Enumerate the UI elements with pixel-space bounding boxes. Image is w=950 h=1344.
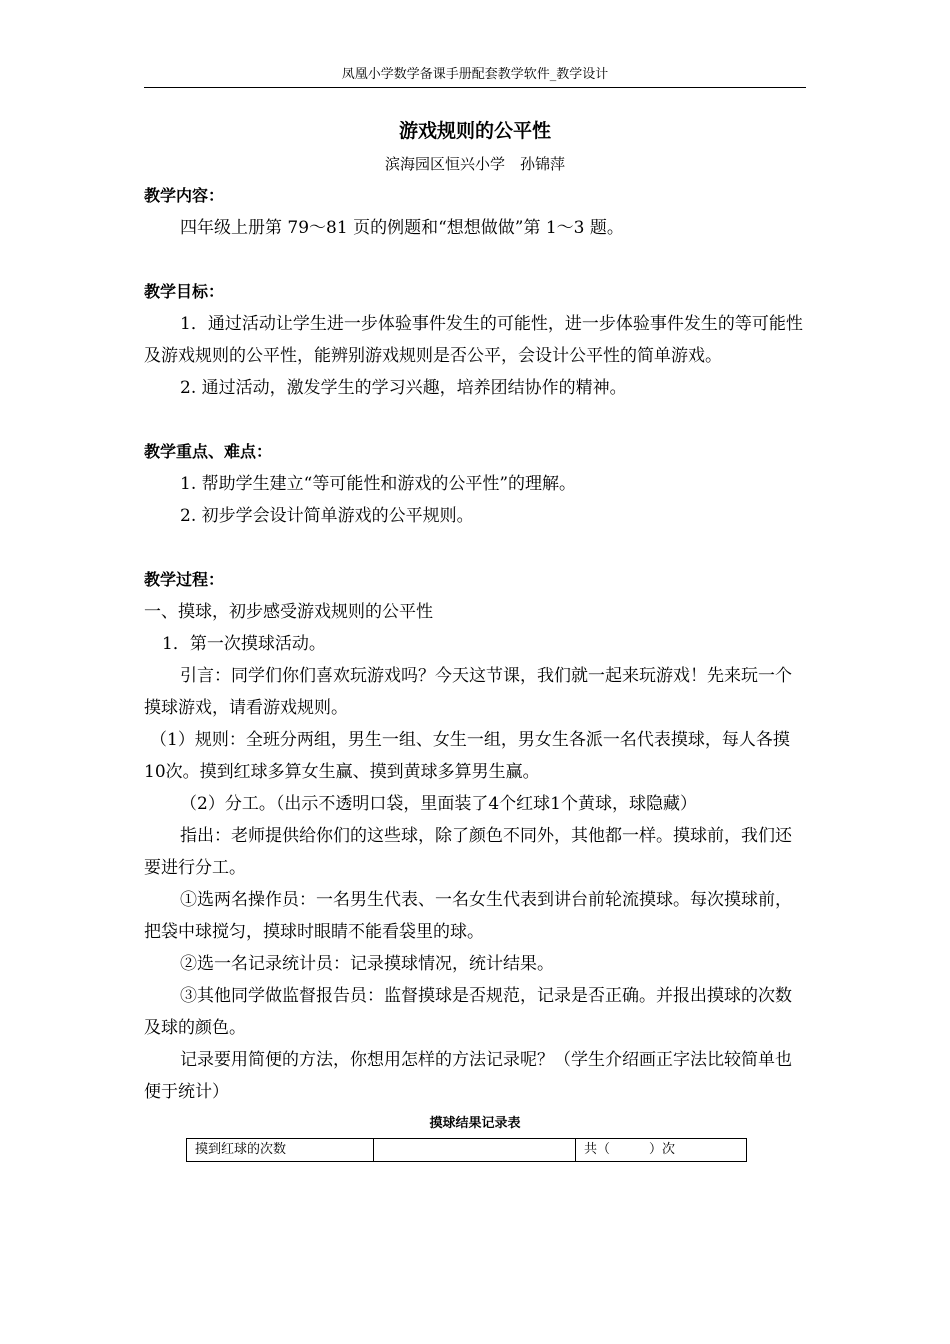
page-header: 凤凰小学数学备课手册配套教学软件_教学设计 [144,66,806,88]
process-role-recorder: ②选一名记录统计员：记录摸球情况，统计结果。 [180,954,554,974]
goal-item-1: 1．通过活动让学生进一步体验事件发生的可能性，进一步体验事件发生的等可能性及游戏规则的公平性，能辨别游戏规则是否公平，会设计公平性的简单游戏。 [144,314,803,366]
heading-teaching-process: 教学过程： [144,570,225,589]
process-section-1: 一、摸球，初步感受游戏规则的公平性 [144,602,433,622]
key-point-2: 2. 初步学会设计简单游戏的公平规则。 [180,506,474,526]
document-title: 游戏规则的公平性 [398,120,551,142]
process-step-1: 1．第一次摸球活动。 [162,634,326,654]
results-table [186,1138,747,1162]
table-row [187,1139,747,1162]
table-cell-total: 共（ ）次 [576,1139,747,1162]
table-caption: 摸球结果记录表 [429,1116,521,1131]
heading-teaching-content: 教学内容： [144,186,225,205]
process-division: （2）分工。（出示不透明口袋，里面装了4个红球1个黄球，球隐藏） [180,794,697,814]
document-body [144,180,806,1162]
process-intro: 引言：同学们你们喜欢玩游戏吗？今天这节课，我们就一起来玩游戏！先来玩一个摸球游戏，请看游戏规则。 [144,666,792,718]
goal-item-2: 2. 通过活动，激发学生的学习兴趣，培养团结协作的精神。 [180,378,627,398]
table-cell-label: 摸到红球的次数 [187,1139,374,1162]
process-role-operators: ①选两名操作员：一名男生代表、一名女生代表到讲台前轮流摸球。每次摸球前，把袋中球搅匀，摸球时眼睛不能看袋里的球。 [144,890,792,942]
author-line: 滨海园区恒兴小学 孙锦萍 [384,155,565,173]
process-recording-method: 记录要用简便的方法，你想用怎样的方法记录呢？（学生介绍画正字法比较简单也便于统计） [144,1050,792,1102]
teaching-content-text: 四年级上册第 79～81 页的例题和“想想做做”第 1～3 题。 [180,218,624,238]
process-rules: （1）规则：全班分两组，男生一组、女生一组，男女生各派一名代表摸球，每人各摸10次。摸到红球多算女生赢、摸到黄球多算男生赢。 [144,730,790,782]
table-cell-value [374,1139,576,1162]
process-role-supervisors: ③其他同学做监督报告员：监督摸球是否规范，记录是否正确。并报出摸球的次数及球的颜色。 [144,986,792,1038]
heading-key-points: 教学重点、难点： [144,442,273,461]
process-note: 指出：老师提供给你们的这些球，除了颜色不同外，其他都一样。摸球前，我们还要进行分工。 [144,826,792,878]
key-point-1: 1. 帮助学生建立“等可能性和游戏的公平性”的理解。 [180,474,577,494]
heading-teaching-goals: 教学目标： [144,282,225,301]
